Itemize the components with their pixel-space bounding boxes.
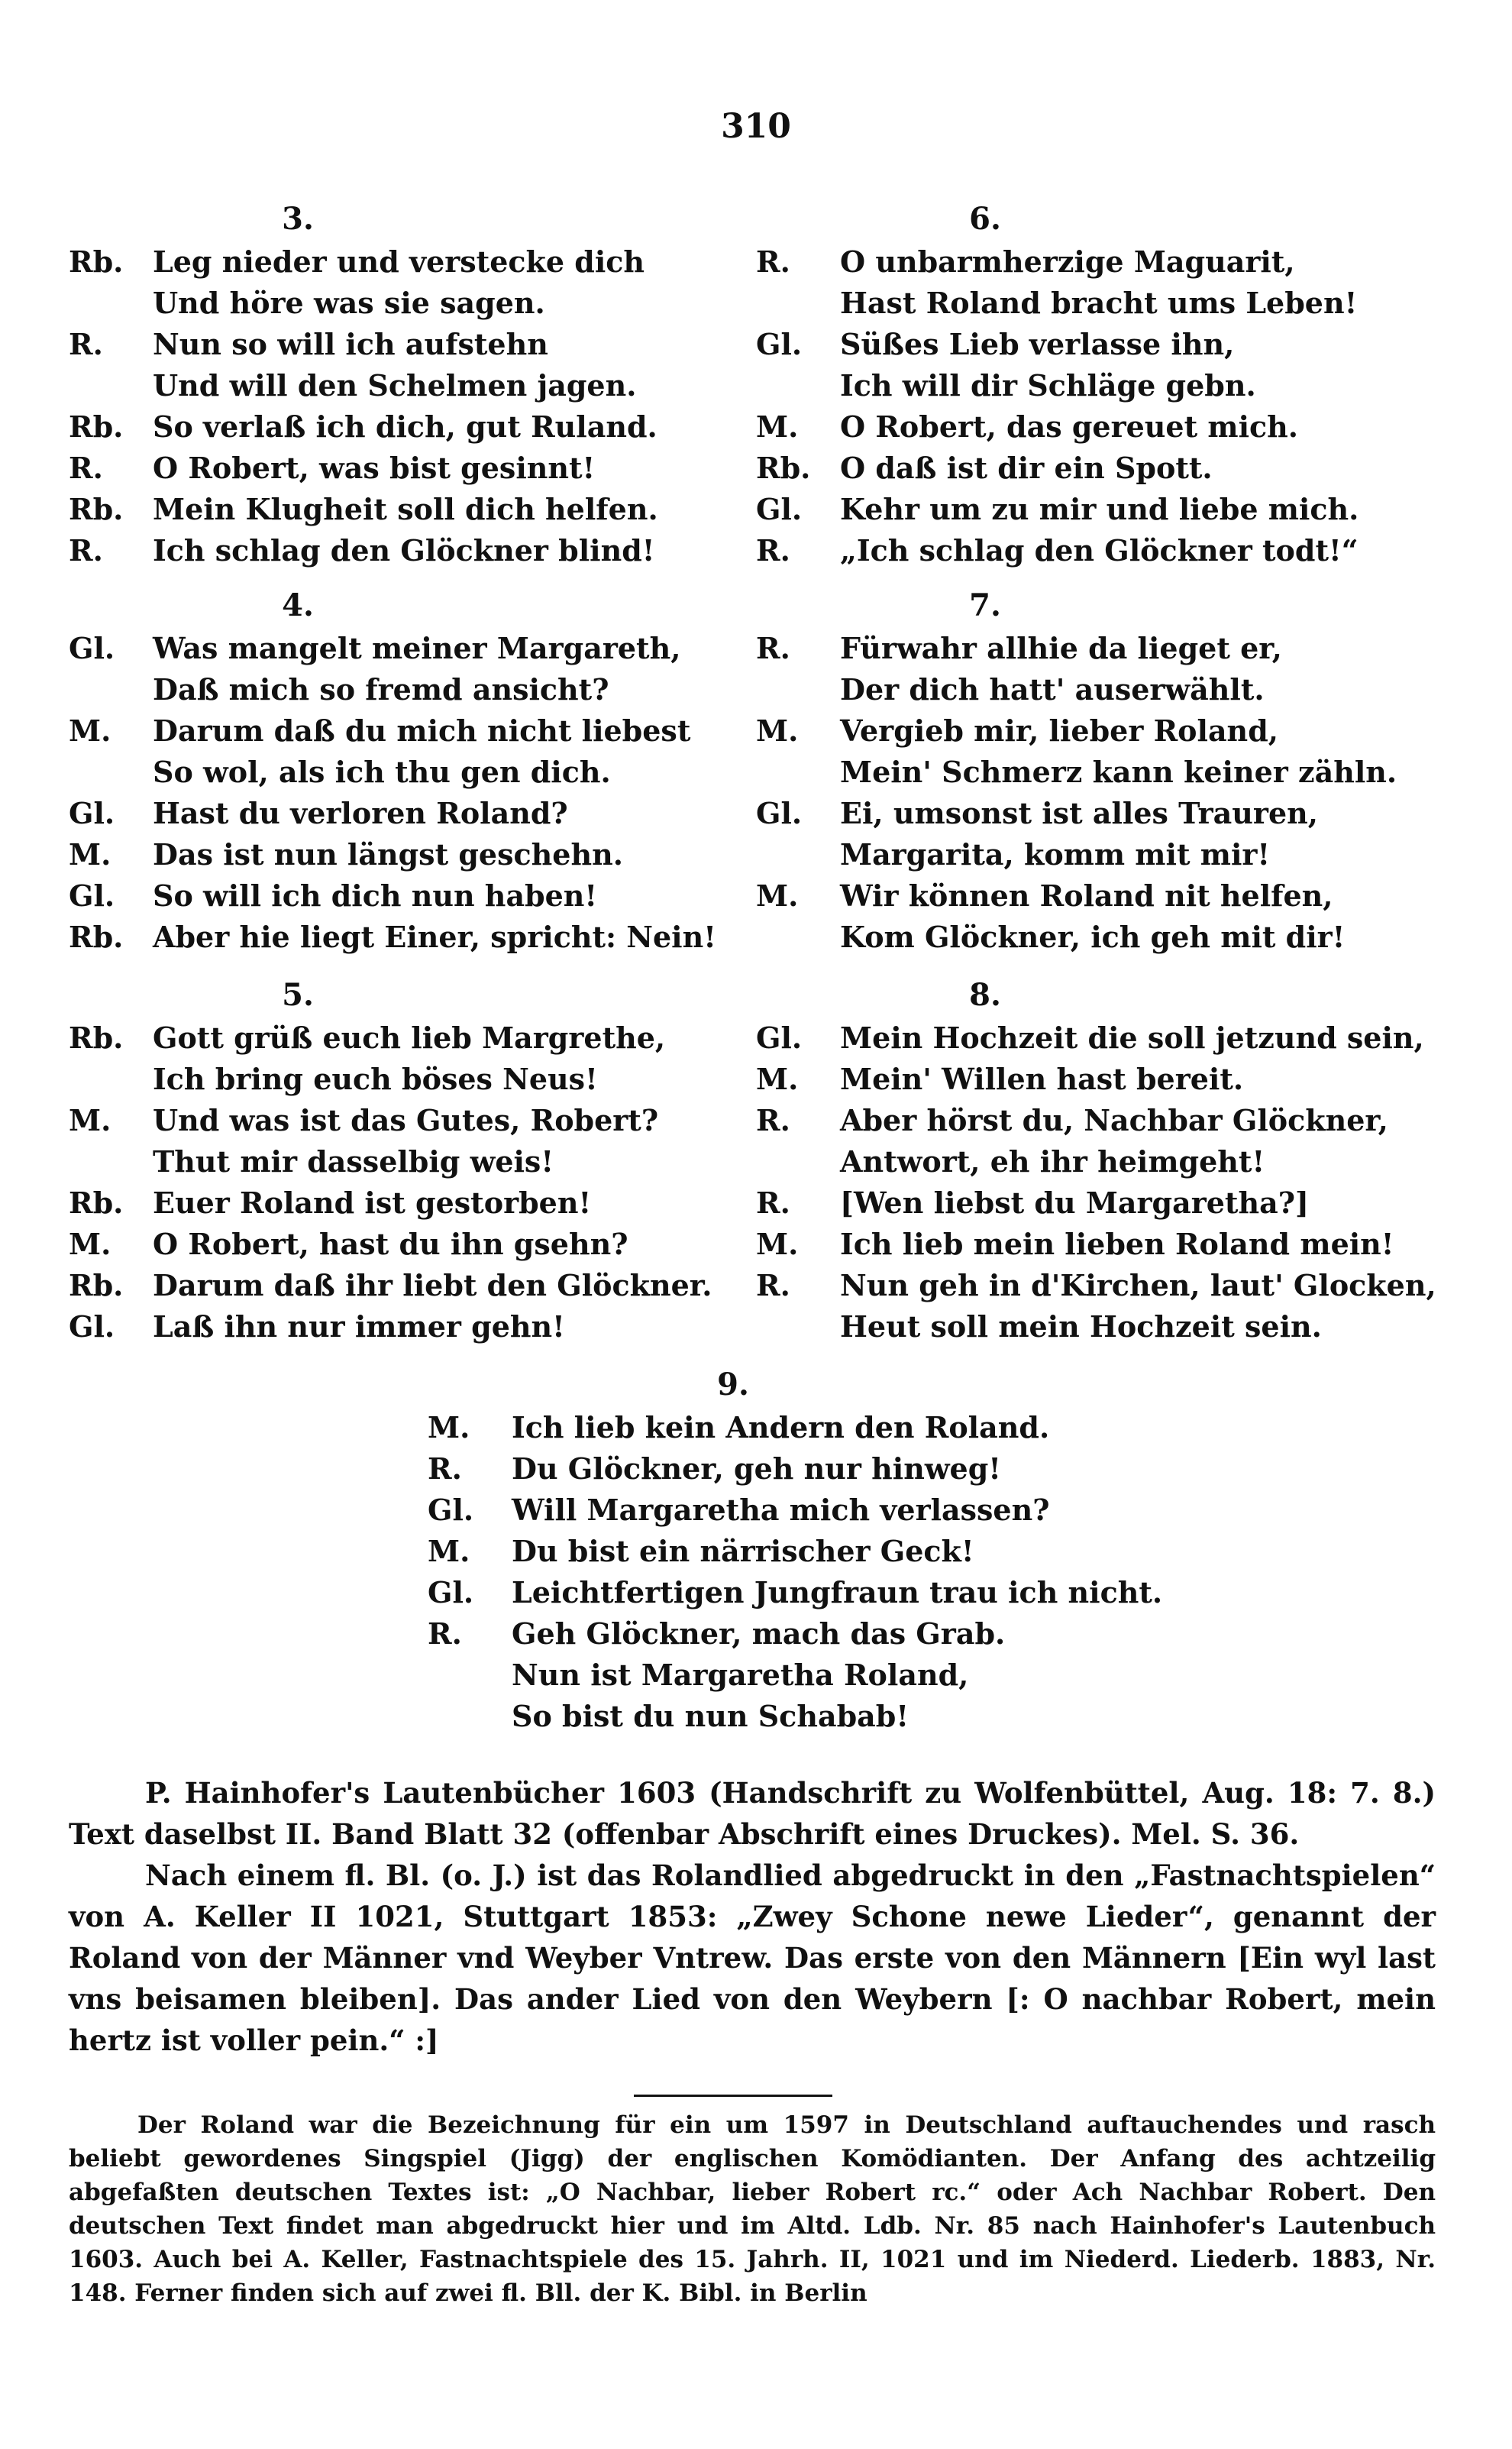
verse-text: Margarita, komm mit mir!	[840, 837, 1271, 872]
speaker-label: Gl.	[756, 1021, 803, 1055]
footnote-text: Der Roland war die Bezeichnung für ein um 1597 in Deutschland auftauchendes und rasch beliebt gewordenes Singspiel (Jigg) der englischen Komödianten. Der Anfang des achtzeilig abgefaßten deutschen Textes ist: „O Nachbar, lieber Robert rc.“ oder Ach Nachbar Robert. Den deutschen Text findet man abgedruckt hier und im Altd. Ldb. Nr. 85 nach Hainhofer's Lautenbuch 1603. Auch bei A. Keller, Fastnachtspiele des 15. Jahrh. II, 1021 und im Niederd. Liederb. 1883, Nr. 148. Ferner finden sich auf zwei fl. Bll. der K. Bibl. in Berlin	[69, 2111, 1436, 2307]
verse-line	[69, 489, 756, 530]
verse-line	[756, 406, 1443, 448]
speaker-label	[69, 283, 153, 324]
verse-text: „Ich schlag den Glöckner todt!“	[840, 533, 1359, 568]
verse-text: Leichtfertigen Jungfraun trau ich nicht.	[512, 1575, 1163, 1609]
verse-text: Wir können Roland nit helfen,	[840, 878, 1333, 913]
verse-line	[428, 1696, 1191, 1737]
verse-text: So bist du nun Schabab!	[512, 1699, 909, 1733]
verse-text: Ich lieb kein Andern den Roland.	[512, 1410, 1050, 1444]
verse-line	[756, 283, 1443, 324]
stanza-number: 5.	[282, 977, 314, 1013]
source-paragraph: Nach einem fl. Bl. (o. J.) ist das Rolandlied abgedruckt in den „Fastnachtspielen“ von A. Keller II 1021, Stuttgart 1853: „Zwey Schone newe Lieder“, genannt der Roland von der Männer vnd Weyber Vntrew. Das erste von den Männern [Ein wyl last vns beisamen bleiben]. Das ander Lied von den Weybern [: O nachbar Robert, mein hertz ist voller pein.“ :]	[69, 1859, 1436, 2057]
verse-text: So will ich dich nun haben!	[153, 878, 598, 913]
speaker-label	[756, 1306, 840, 1347]
verse-text: Was mangelt meiner Margareth,	[153, 631, 681, 665]
stanza-number: 9.	[717, 1367, 749, 1402]
verse-text: Leg nieder und verstecke dich	[153, 244, 645, 279]
verse-line	[756, 1017, 1443, 1059]
speaker-label	[756, 917, 840, 958]
verse-text: So wol, als ich thu gen dich.	[153, 755, 611, 789]
speaker-label: Gl.	[69, 1309, 115, 1344]
verse-line	[756, 793, 1443, 834]
verse-text: Und will den Schelmen jagen.	[153, 368, 637, 403]
verse-line	[69, 1141, 756, 1182]
verse-text: Süßes Lieb verlasse ihn,	[840, 327, 1235, 361]
speaker-label	[756, 1141, 840, 1182]
verse-text: O unbarmherzige Maguarit,	[840, 244, 1295, 279]
speaker-label: Gl.	[69, 878, 115, 913]
verse-text: Nun ist Margaretha Roland,	[512, 1658, 969, 1692]
speaker-label	[756, 365, 840, 406]
speaker-label: Gl.	[69, 796, 115, 830]
verse-line	[756, 752, 1443, 793]
verse-line	[756, 365, 1443, 406]
verse-line	[69, 875, 756, 917]
verse-text: Hast Roland bracht ums Leben!	[840, 286, 1358, 320]
speaker-label: R.	[756, 1268, 790, 1302]
speaker-label	[756, 283, 840, 324]
verse-line	[756, 710, 1443, 752]
verse-text: Laß ihn nur immer gehn!	[153, 1309, 565, 1344]
stanza-number: 6.	[969, 201, 1001, 237]
verse-text: Darum daß ihr liebt den Glöckner.	[153, 1268, 712, 1302]
verse-text: Mein' Willen hast bereit.	[840, 1062, 1244, 1096]
speaker-label	[69, 1141, 153, 1182]
speaker-label: M.	[428, 1534, 470, 1568]
speaker-label: M.	[69, 837, 111, 872]
speaker-label	[756, 834, 840, 875]
footnote	[69, 2108, 1436, 2310]
stanza-4	[69, 584, 756, 958]
speaker-label: Rb.	[69, 1268, 124, 1302]
source-paragraph: P. Hainhofer's Lautenbücher 1603 (Handschrift zu Wolfenbüttel, Aug. 18: 7. 8.) Text daselbst II. Band Blatt 32 (offenbar Abschrift eines Druckes). Mel. S. 36.	[69, 1776, 1436, 1851]
verse-line	[69, 669, 756, 710]
stanza-3	[69, 197, 756, 571]
verse-text: Mein' Schmerz kann keiner zähln.	[840, 755, 1397, 789]
verse-text: Mein Klugheit soll dich helfen.	[153, 492, 658, 526]
verse-line	[69, 917, 756, 958]
verse-line	[428, 1531, 1191, 1572]
speaker-label: Gl.	[69, 631, 115, 665]
verse-text: Ei, umsonst ist alles Trauren,	[840, 796, 1318, 830]
verse-text: O Robert, das gereuet mich.	[840, 409, 1299, 444]
verse-line	[69, 530, 756, 571]
verse-text: Ich schlag den Glöckner blind!	[153, 533, 655, 568]
speaker-label: R.	[756, 631, 790, 665]
verse-line	[69, 1182, 756, 1224]
speaker-label: R.	[756, 1103, 790, 1137]
verse-line	[428, 1613, 1191, 1655]
speaker-label: M.	[69, 713, 111, 748]
verse-text: Vergieb mir, lieber Roland,	[840, 713, 1278, 748]
speaker-label: R.	[756, 533, 790, 568]
speaker-label: R.	[756, 244, 790, 279]
speaker-label: Rb.	[69, 1021, 124, 1055]
verse-text: Hast du verloren Roland?	[153, 796, 568, 830]
verse-line	[69, 283, 756, 324]
verse-line	[69, 241, 756, 283]
verse-text: Nun so will ich aufstehn	[153, 327, 548, 361]
speaker-label: M.	[756, 1062, 799, 1096]
verse-line	[756, 1100, 1443, 1141]
verse-line	[69, 1265, 756, 1306]
speaker-label: R.	[69, 451, 103, 485]
speaker-label: Rb.	[756, 451, 811, 485]
verse-line	[756, 917, 1443, 958]
verse-line	[756, 669, 1443, 710]
footnote-divider	[634, 2095, 832, 2097]
speaker-label	[428, 1696, 512, 1737]
verse-text: Du bist ein närrischer Geck!	[512, 1534, 974, 1568]
verse-line	[428, 1490, 1191, 1531]
speaker-label	[756, 752, 840, 793]
verse-text: Das ist nun längst geschehn.	[153, 837, 623, 872]
speaker-label	[69, 365, 153, 406]
verse-line	[69, 1306, 756, 1347]
verse-text: Nun geh in d'Kirchen, laut' Glocken,	[840, 1268, 1436, 1302]
stanza-7	[756, 584, 1443, 958]
verse-line	[69, 628, 756, 669]
speaker-label: M.	[69, 1227, 111, 1261]
verse-line	[69, 1059, 756, 1100]
verse-text: Gott grüß euch lieb Margrethe,	[153, 1021, 666, 1055]
verse-text: Will Margaretha mich verlassen?	[512, 1493, 1050, 1527]
speaker-label: R.	[69, 327, 103, 361]
verse-line	[756, 324, 1443, 365]
speaker-label: Rb.	[69, 409, 124, 444]
verse-text: Daß mich so fremd ansicht?	[153, 672, 609, 707]
verse-line	[756, 530, 1443, 571]
verse-line	[428, 1407, 1191, 1448]
speaker-label	[69, 1059, 153, 1100]
stanza-number: 4.	[282, 587, 314, 623]
verse-text: Antwort, eh ihr heimgeht!	[840, 1144, 1265, 1179]
verse-line	[756, 834, 1443, 875]
verse-line	[428, 1572, 1191, 1613]
verse-text: Thut mir dasselbig weis!	[153, 1144, 554, 1179]
verse-line	[69, 448, 756, 489]
speaker-label: Rb.	[69, 244, 124, 279]
verse-text: Du Glöckner, geh nur hinweg!	[512, 1451, 1001, 1486]
speaker-label: Gl.	[428, 1575, 474, 1609]
verse-line	[69, 752, 756, 793]
stanza-5	[69, 973, 756, 1347]
verse-line	[756, 1182, 1443, 1224]
verse-line	[756, 1141, 1443, 1182]
verse-text: Und höre was sie sagen.	[153, 286, 545, 320]
verse-text: Kom Glöckner, ich geh mit dir!	[840, 920, 1346, 954]
verse-line	[756, 241, 1443, 283]
verse-text: Kehr um zu mir und liebe mich.	[840, 492, 1359, 526]
verse-text: So verlaß ich dich, gut Ruland.	[153, 409, 657, 444]
verse-text: Ich will dir Schläge gebn.	[840, 368, 1256, 403]
speaker-label: R.	[69, 533, 103, 568]
verse-line	[69, 834, 756, 875]
verse-text: Mein Hochzeit die soll jetzund sein,	[840, 1021, 1424, 1055]
verse-text: Aber hie liegt Einer, spricht: Nein!	[153, 920, 716, 954]
verse-text: [Wen liebst du Margaretha?]	[840, 1186, 1309, 1220]
verse-text: Und was ist das Gutes, Robert?	[153, 1103, 659, 1137]
page-number: 310	[721, 107, 791, 146]
verse-line	[69, 406, 756, 448]
speaker-label: Rb.	[69, 492, 124, 526]
verse-text: Ich bring euch böses Neus!	[153, 1062, 598, 1096]
speaker-label: R.	[428, 1451, 462, 1486]
verse-line	[756, 489, 1443, 530]
speaker-label: R.	[756, 1186, 790, 1220]
speaker-label: Rb.	[69, 920, 124, 954]
speaker-label: M.	[756, 1227, 799, 1261]
verse-line	[69, 1224, 756, 1265]
verse-line	[756, 1265, 1443, 1306]
speaker-label	[69, 669, 153, 710]
stanza-number: 8.	[969, 977, 1001, 1013]
verse-text: Darum daß du mich nicht liebest	[153, 713, 691, 748]
stanza-number: 3.	[282, 201, 314, 237]
verse-line	[69, 710, 756, 752]
speaker-label: M.	[756, 713, 799, 748]
speaker-label: R.	[428, 1616, 462, 1651]
verse-line	[756, 1306, 1443, 1347]
verse-text: O daß ist dir ein Spott.	[840, 451, 1213, 485]
verse-text: O Robert, was bist gesinnt!	[153, 451, 596, 485]
verse-line	[428, 1448, 1191, 1490]
verse-text: Fürwahr allhie da lieget er,	[840, 631, 1282, 665]
verse-line	[756, 1059, 1443, 1100]
verse-line	[69, 793, 756, 834]
verse-line	[756, 875, 1443, 917]
speaker-label: M.	[428, 1410, 470, 1444]
speaker-label: M.	[756, 409, 799, 444]
verse-text: Heut soll mein Hochzeit sein.	[840, 1309, 1322, 1344]
verse-text: Ich lieb mein lieben Roland mein!	[840, 1227, 1394, 1261]
speaker-label: Rb.	[69, 1186, 124, 1220]
verse-text: Aber hörst du, Nachbar Glöckner,	[840, 1103, 1388, 1137]
speaker-label: Gl.	[756, 492, 803, 526]
verse-line	[428, 1655, 1191, 1696]
speaker-label	[69, 752, 153, 793]
stanza-9	[428, 1363, 1191, 1737]
verse-text: Euer Roland ist gestorben!	[153, 1186, 592, 1220]
speaker-label	[428, 1655, 512, 1696]
verse-line	[69, 324, 756, 365]
verse-line	[69, 365, 756, 406]
speaker-label: M.	[69, 1103, 111, 1137]
speaker-label: Gl.	[428, 1493, 474, 1527]
speaker-label	[756, 669, 840, 710]
source-notes	[69, 1772, 1436, 2061]
stanza-6	[756, 197, 1443, 571]
verse-line	[756, 1224, 1443, 1265]
stanza-8	[756, 973, 1443, 1347]
verse-text: O Robert, hast du ihn gsehn?	[153, 1227, 628, 1261]
verse-line	[69, 1100, 756, 1141]
verse-line	[69, 1017, 756, 1059]
verse-text: Der dich hatt' auserwählt.	[840, 672, 1265, 707]
speaker-label: Gl.	[756, 796, 803, 830]
verse-text: Geh Glöckner, mach das Grab.	[512, 1616, 1006, 1651]
verse-line	[756, 628, 1443, 669]
speaker-label: Gl.	[756, 327, 803, 361]
verse-line	[756, 448, 1443, 489]
stanza-number: 7.	[969, 587, 1001, 623]
speaker-label: M.	[756, 878, 799, 913]
